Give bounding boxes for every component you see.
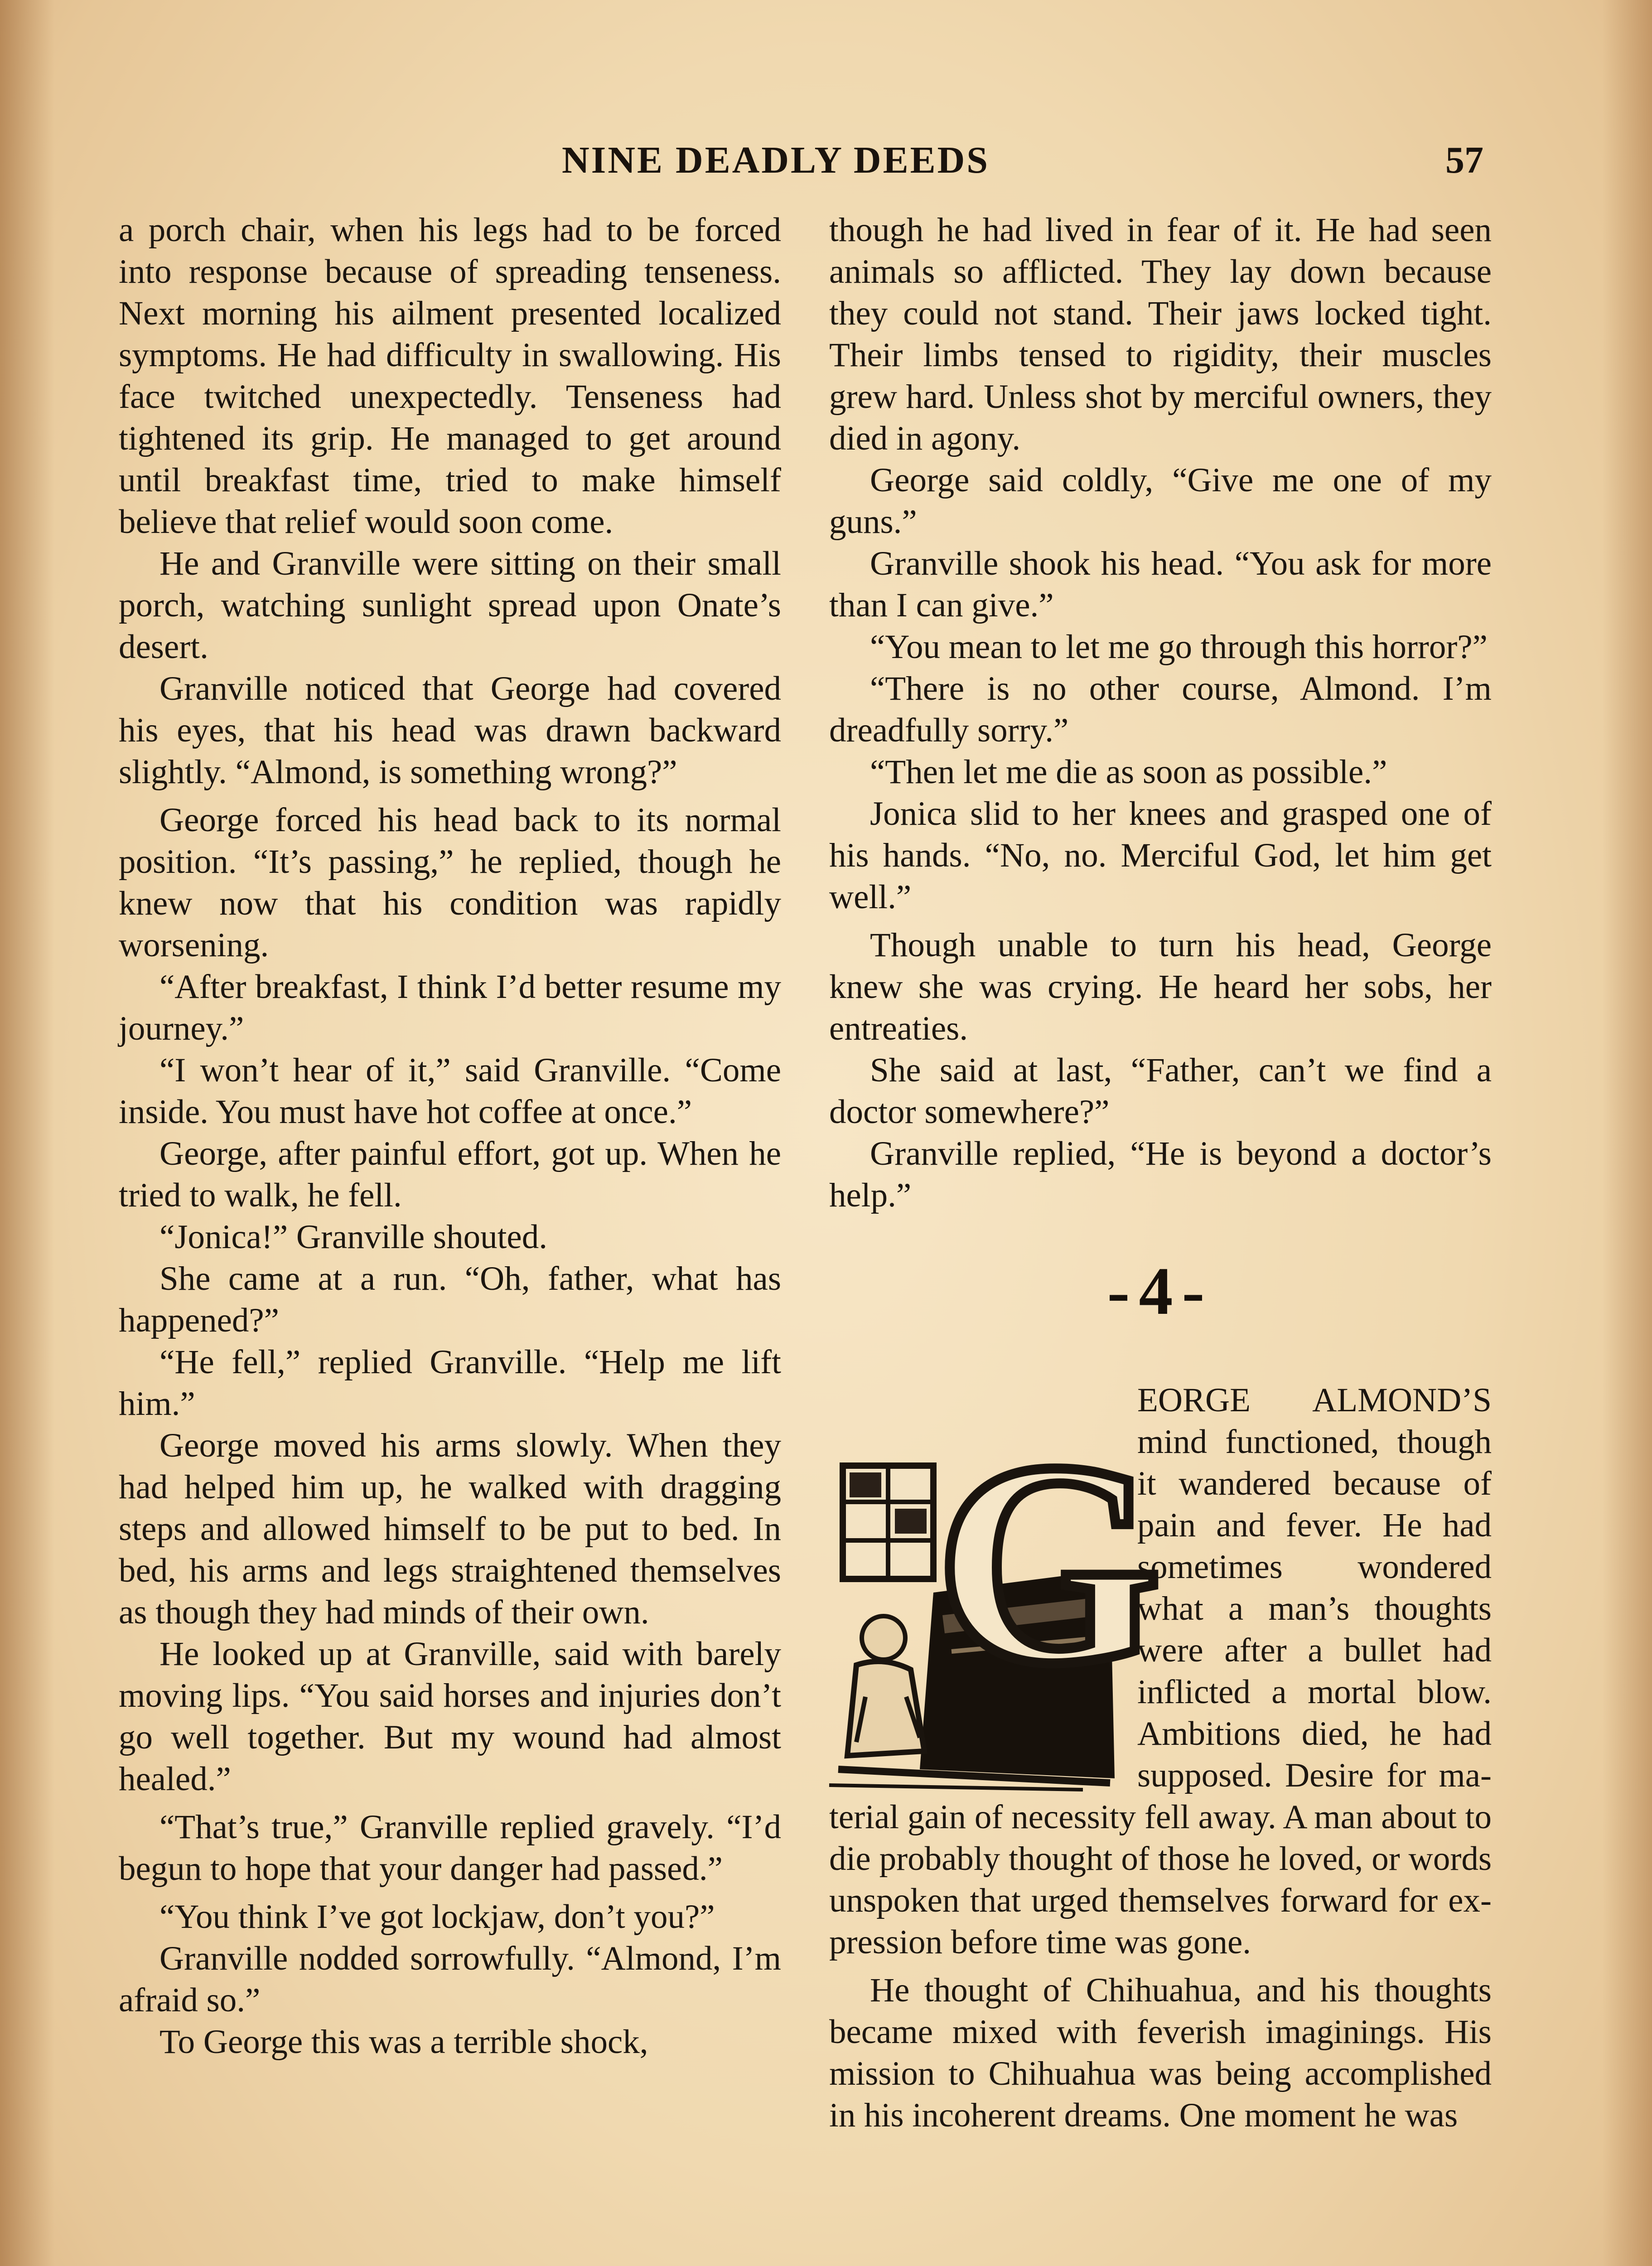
drop-cap-vignette-icon [829,1380,1161,1796]
paragraph: though he had lived in fear of it. He had seen animals so afflicted. They lay down because they could not stand. Their jaws locked tight. Their limbs tensed to rigidity, their muscles grew hard. Unless shot by merciful owners, they died in agony. [829,211,1492,457]
drop-cap-illustration [829,1380,1161,1796]
chapter-opening-paragraph: EORGE ALMOND’S mind functioned, though it wandered because of pain and fever. He had sometimes wondered what a man’s thoughts were after a bullet had inflicted a mortal blow. Ambitions died, he had supposed. Desire for material gain of necessity fell away. A man about to die probably thought of those he loved, or words unspoken that urged themselves forward for expression before time was gone. [829,1381,1492,1961]
paragraph: Granville shook his head. “You ask for more than I can give.” [829,545,1492,624]
page-number: 57 [1445,139,1483,181]
left-text-column [119,209,781,2063]
paragraph: He looked up at Granville, said with barely moving lips. “You said horses and injuries don’t go well together. But my wound had almost healed.” [119,1635,781,1798]
page-edge-shadow-left [0,0,54,2266]
page-edge-shadow-right [1602,0,1652,2266]
paragraph: Granville noticed that George had covered his eyes, that his head was drawn backward slightly. “Almond, is something wrong?” [119,670,781,791]
paragraph: George moved his arms slowly. When they had helped him up, he walked with dragging steps and allowed himself to be put to bed. In bed, his arms and legs straightened themselves as though they had minds of their own. [119,1427,781,1631]
paragraph: He thought of Chihuahua, and his thoughts became mixed with feverish imaginings. His mission to Chihuahua was being accomplished in his incoherent dreams. One moment he was [829,1971,1492,2134]
paragraph: George said coldly, “Give me one of my guns.” [829,461,1492,541]
paragraph: “After breakfast, I think I’d better resume my journey.” [119,968,781,1047]
paragraph: George, after painful effort, got up. When he tried to walk, he fell. [119,1135,781,1214]
paragraph: “He fell,” replied Granville. “Help me lift him.” [119,1343,781,1423]
paragraph: “There is no other course, Almond. I’m dreadfully sorry.” [829,670,1492,749]
drop-cap-letter: G [936,1403,1161,1724]
paragraph: “That’s true,” Granville replied gravely. “I’d begun to hope that your danger had passed.” [119,1808,781,1888]
paragraph: a porch chair, when his legs had to be forced into response because of spreading tenseness. Next morning his ailment presented localized symptoms. He had difficulty in swallowing. His face twitched unexpectedly. Tenseness had tightened its grip. He managed to get around until breakfast time, tried to make himself believe that relief would soon come. [119,211,781,541]
running-header-title: NINE DEADLY DEEDS [562,139,990,181]
paragraph: “You think I’ve got lockjaw, don’t you?” [159,1898,715,1936]
paragraph: “Then let me die as soon as possible.” [870,753,1387,791]
paragraph: Jonica slid to her knees and grasped one of his hands. “No, no. Merciful God, let him get well.” [829,795,1492,916]
chapter-number: -4- [1107,1254,1214,1329]
paragraph: He and Granville were sitting on their small porch, watching sunlight spread upon Onate’s desert. [119,545,781,666]
paragraph: She said at last, “Father, can’t we find a doctor somewhere?” [829,1051,1492,1131]
right-text-column [829,209,1492,2136]
paragraph: “I won’t hear of it,” said Granville. “Come inside. You must have hot coffee at once.” [119,1051,781,1131]
paragraph: She came at a run. “Oh, father, what has happened?” [119,1260,781,1339]
paragraph: Though unable to turn his head, George knew she was crying. He heard her sobs, her entreaties. [829,926,1492,1047]
paragraph: George forced his head back to its normal position. “It’s passing,” he replied, though he knew now that his condition was rapidly worsening. [119,801,781,964]
paragraph: Granville replied, “He is beyond a doctor’s help.” [829,1135,1492,1214]
paragraph: “Jonica!” Granville shouted. [159,1218,547,1256]
paragraph: Granville nodded sorrowfully. “Almond, I’m afraid so.” [119,1940,781,2019]
paragraph: “You mean to let me go through this horror?” [870,628,1488,666]
paragraph: To George this was a terrible shock, [159,2023,648,2061]
